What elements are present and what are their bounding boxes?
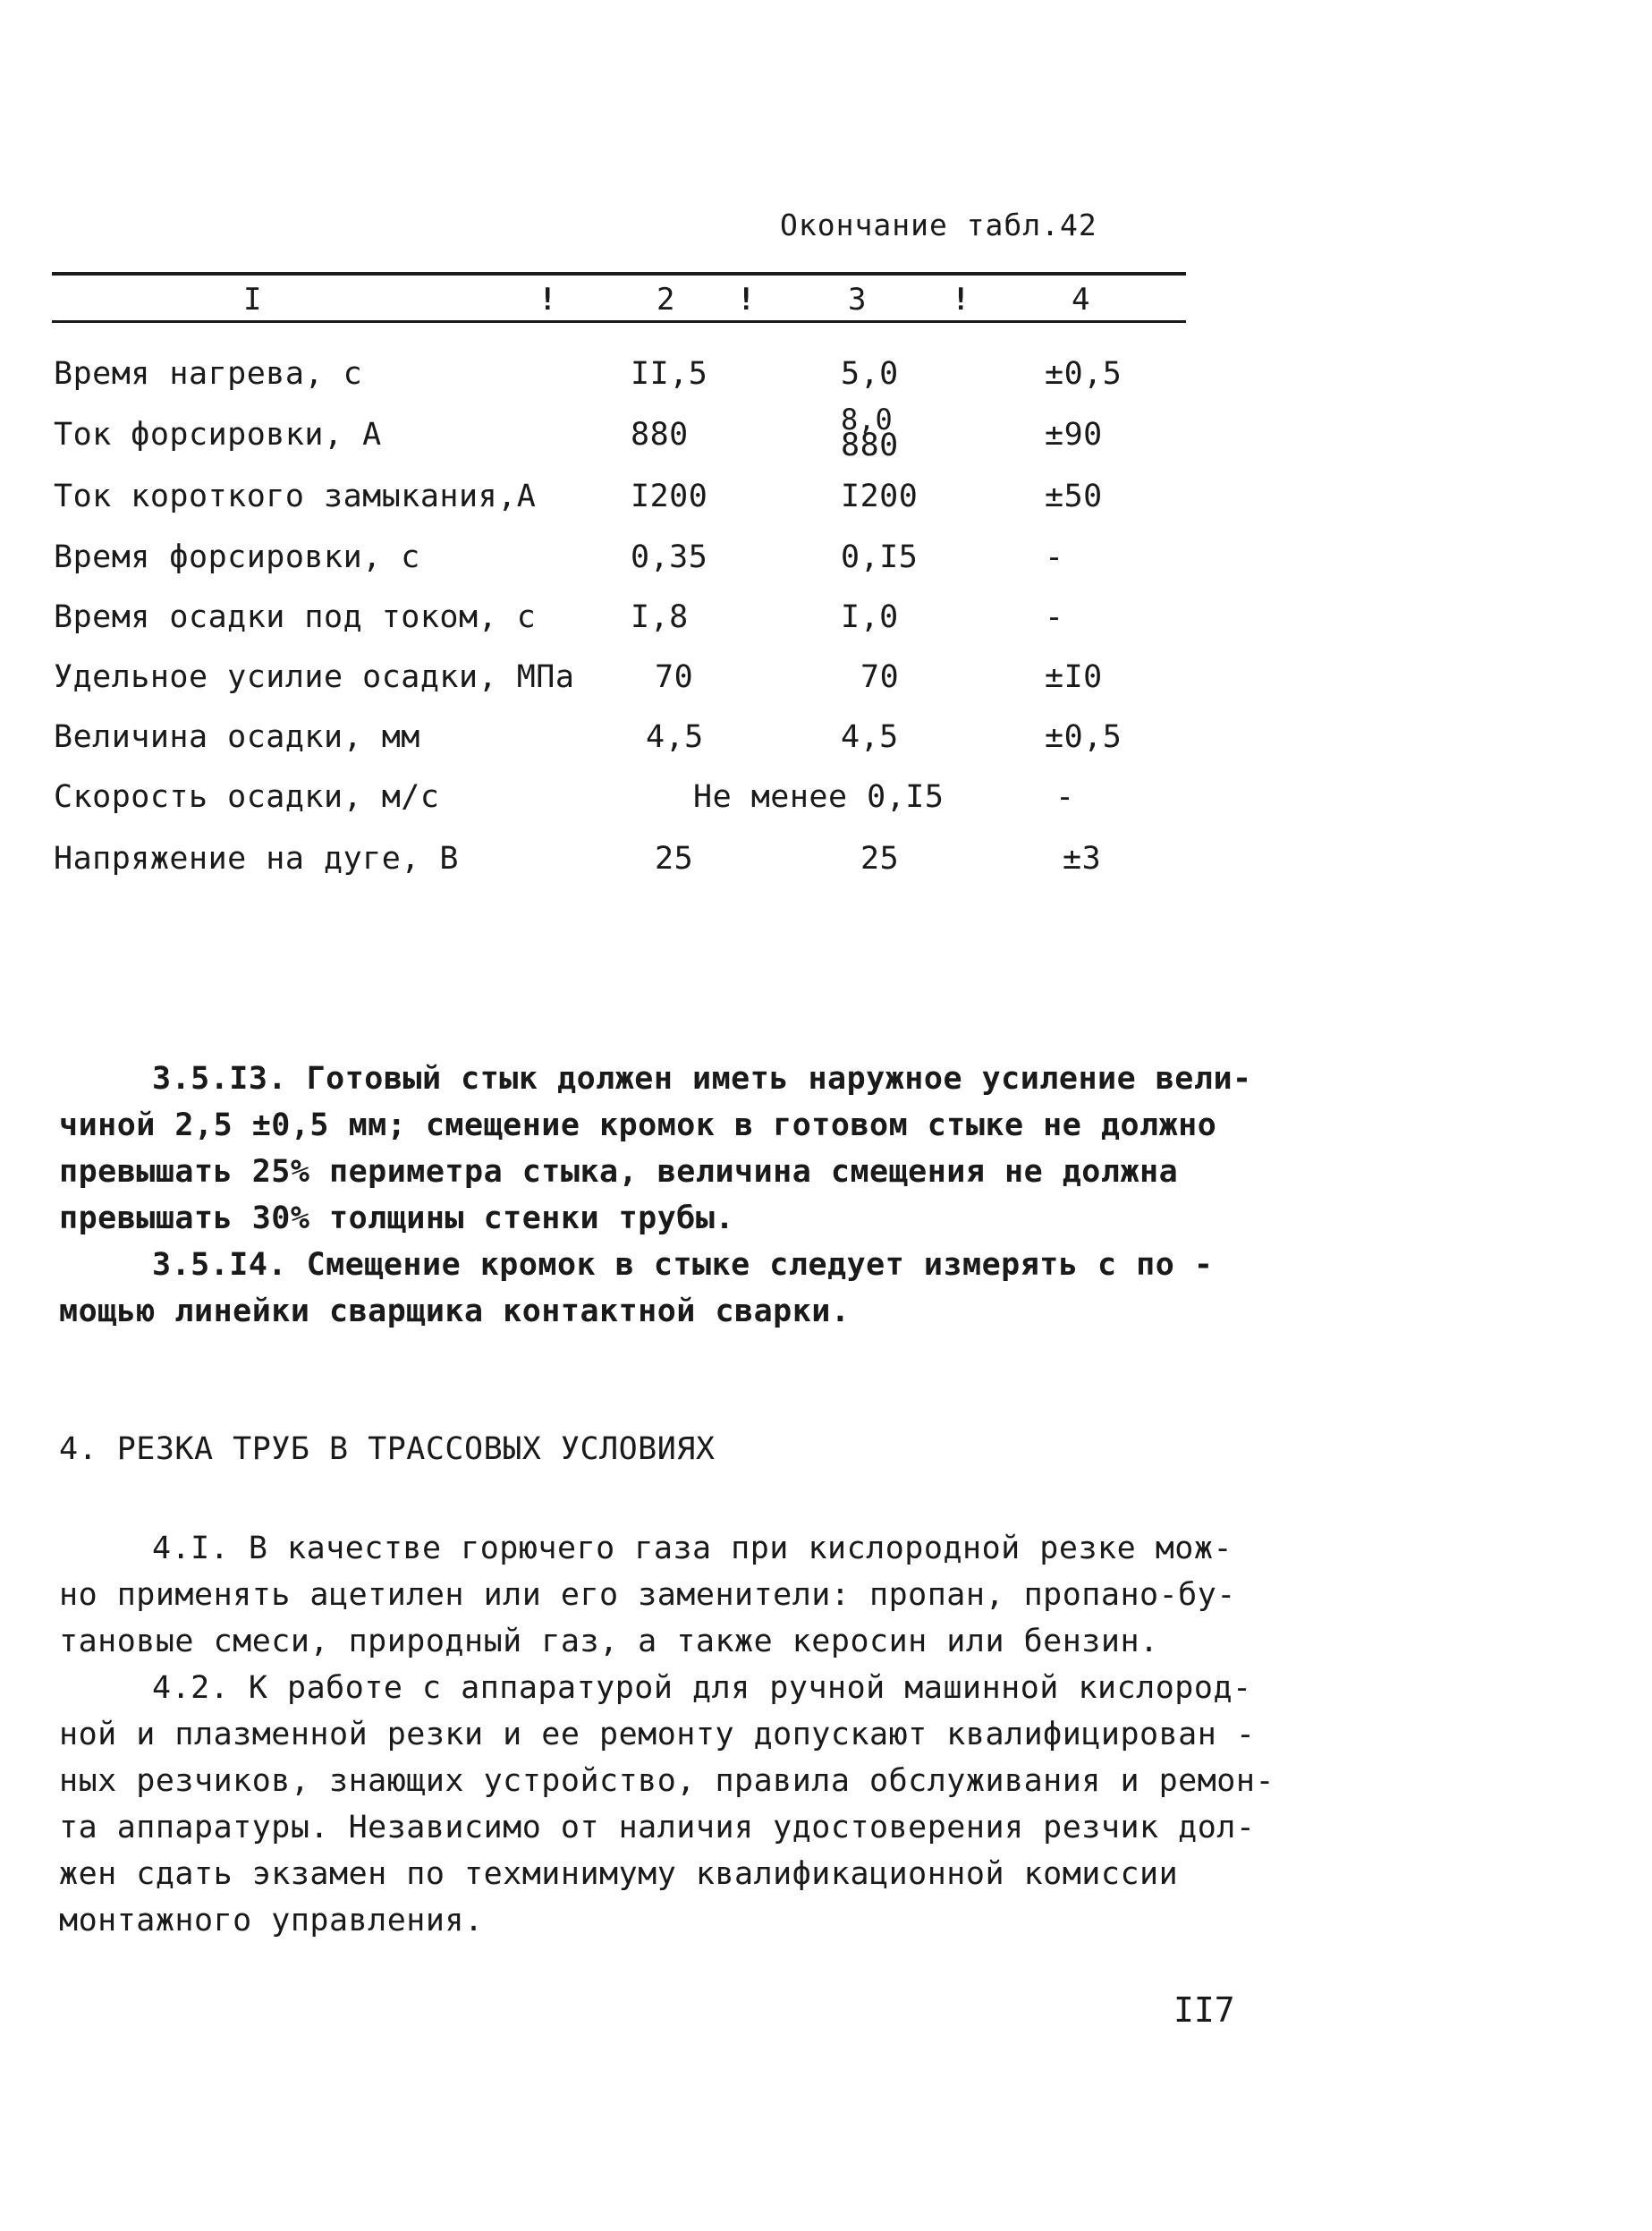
column-separator: ! (737, 282, 756, 318)
section-heading: 4. РЕЗКА ТРУБ В ТРАССОВЫХ УСЛОВИЯХ (59, 1431, 716, 1467)
value-col3: 4,5 (841, 719, 899, 755)
text-line: 3.5.I4. Смещение кромок в стыке следует измерять с по - (152, 1247, 1214, 1283)
column-header-1: I (243, 282, 262, 318)
param-name: Ток короткого замыкания,А (54, 479, 537, 514)
value-col3: 5,0 (841, 356, 899, 392)
text-line: 3.5.I3. Готовый стык должен иметь наружное усиление вели- (152, 1061, 1252, 1097)
paragraph-4-2 (59, 1665, 1275, 1944)
tolerance-col4: ±3 (1063, 841, 1102, 877)
text-line: жен сдать экзамен по техминимуму квалификационной комиссии (59, 1856, 1179, 1892)
param-name: Время осадки под током, с (54, 599, 537, 635)
tolerance-col4: ±50 (1045, 479, 1103, 514)
param-name: Удельное усилие осадки, МПа (54, 659, 575, 695)
column-header-2: 2 (657, 282, 675, 318)
text-line: ных резчиков, знающих устройство, правила обслуживания и ремон- (59, 1763, 1275, 1799)
column-separator: ! (952, 282, 970, 318)
column-header-4: 4 (1072, 282, 1090, 318)
table-header-rule (52, 320, 1186, 323)
value-col2: 25 (655, 841, 694, 877)
param-name: Время нагрева, с (54, 356, 363, 392)
value-col2: 4,5 (646, 719, 704, 755)
column-separator: ! (538, 282, 557, 318)
text-line: та аппаратуры. Независимо от наличия удостоверения резчик дол- (59, 1810, 1256, 1845)
value-col3: 0,I5 (841, 539, 919, 575)
value-col3: 25 (860, 841, 900, 877)
paragraph-4-1 (59, 1525, 1240, 1665)
text-line: превышать 30% толщины стенки трубы. (59, 1200, 735, 1236)
param-name: Ток форсировки, А (54, 417, 382, 453)
value-col2: II,5 (631, 356, 708, 392)
column-header-3: 3 (848, 282, 867, 318)
text-line: тановые смеси, природный газ, а также керосин или бензин. (59, 1624, 1159, 1659)
value-col3: 70 (860, 659, 900, 695)
table-row (0, 779, 1652, 833)
value-col3: I,0 (841, 599, 899, 635)
value-col3-extra: 8,0 (841, 403, 893, 437)
tolerance-col4: - (1045, 539, 1064, 575)
value-col2: 0,35 (631, 539, 708, 575)
paragraph-3-5-14 (59, 1242, 1240, 1335)
param-name: Скорость осадки, м/с (54, 779, 440, 815)
text-line: 4.I. В качестве горючего газа при кислородной резке мож- (152, 1531, 1233, 1566)
table-row (0, 841, 1652, 895)
table-row (0, 599, 1652, 653)
tolerance-col4: ±90 (1045, 417, 1103, 453)
param-name: Время форсировки, с (54, 539, 420, 575)
tolerance-col4: ±I0 (1045, 659, 1103, 695)
text-line: превышать 25% периметра стыка, величина смещения не должна (59, 1154, 1179, 1190)
table-caption: Окончание табл.42 (780, 208, 1097, 242)
value-col2: I,8 (631, 599, 689, 635)
table-row (0, 659, 1652, 713)
value-col2-3-merged: Не менее 0,I5 (693, 779, 945, 815)
table-row (0, 356, 1652, 410)
param-name: Напряжение на дуге, В (54, 841, 460, 877)
page-number: II7 (1173, 1990, 1235, 2030)
table-row (0, 539, 1652, 593)
table-row (0, 719, 1652, 773)
value-col3: 880 (841, 428, 899, 463)
param-name: Величина осадки, мм (54, 719, 420, 755)
text-line: чиной 2,5 ±0,5 мм; смещение кромок в готовом стыке не должно (59, 1107, 1217, 1143)
value-col2: 880 (631, 417, 689, 453)
tolerance-col4: ±0,5 (1045, 719, 1123, 755)
table-row (0, 403, 1652, 471)
value-col3: I200 (841, 479, 919, 514)
tolerance-col4: - (1045, 599, 1064, 635)
table-top-rule (52, 272, 1186, 276)
text-line: монтажного управления. (59, 1903, 484, 1938)
text-line: мощью линейки сварщика контактной сварки. (59, 1294, 851, 1329)
text-line: но применять ацетилен или его заменители: пропан, пропано-бу- (59, 1577, 1236, 1613)
tolerance-col4: ±0,5 (1045, 356, 1123, 392)
table-row (0, 479, 1652, 532)
text-line: ной и плазменной резки и ее ремонту допускают квалифицирован - (59, 1717, 1256, 1752)
value-col2: I200 (631, 479, 708, 514)
paragraph-3-5-13 (59, 1056, 1252, 1242)
value-col2: 70 (655, 659, 694, 695)
tolerance-col4: - (1055, 779, 1075, 815)
text-line: 4.2. К работе с аппаратурой для ручной машинной кислород- (152, 1670, 1252, 1706)
